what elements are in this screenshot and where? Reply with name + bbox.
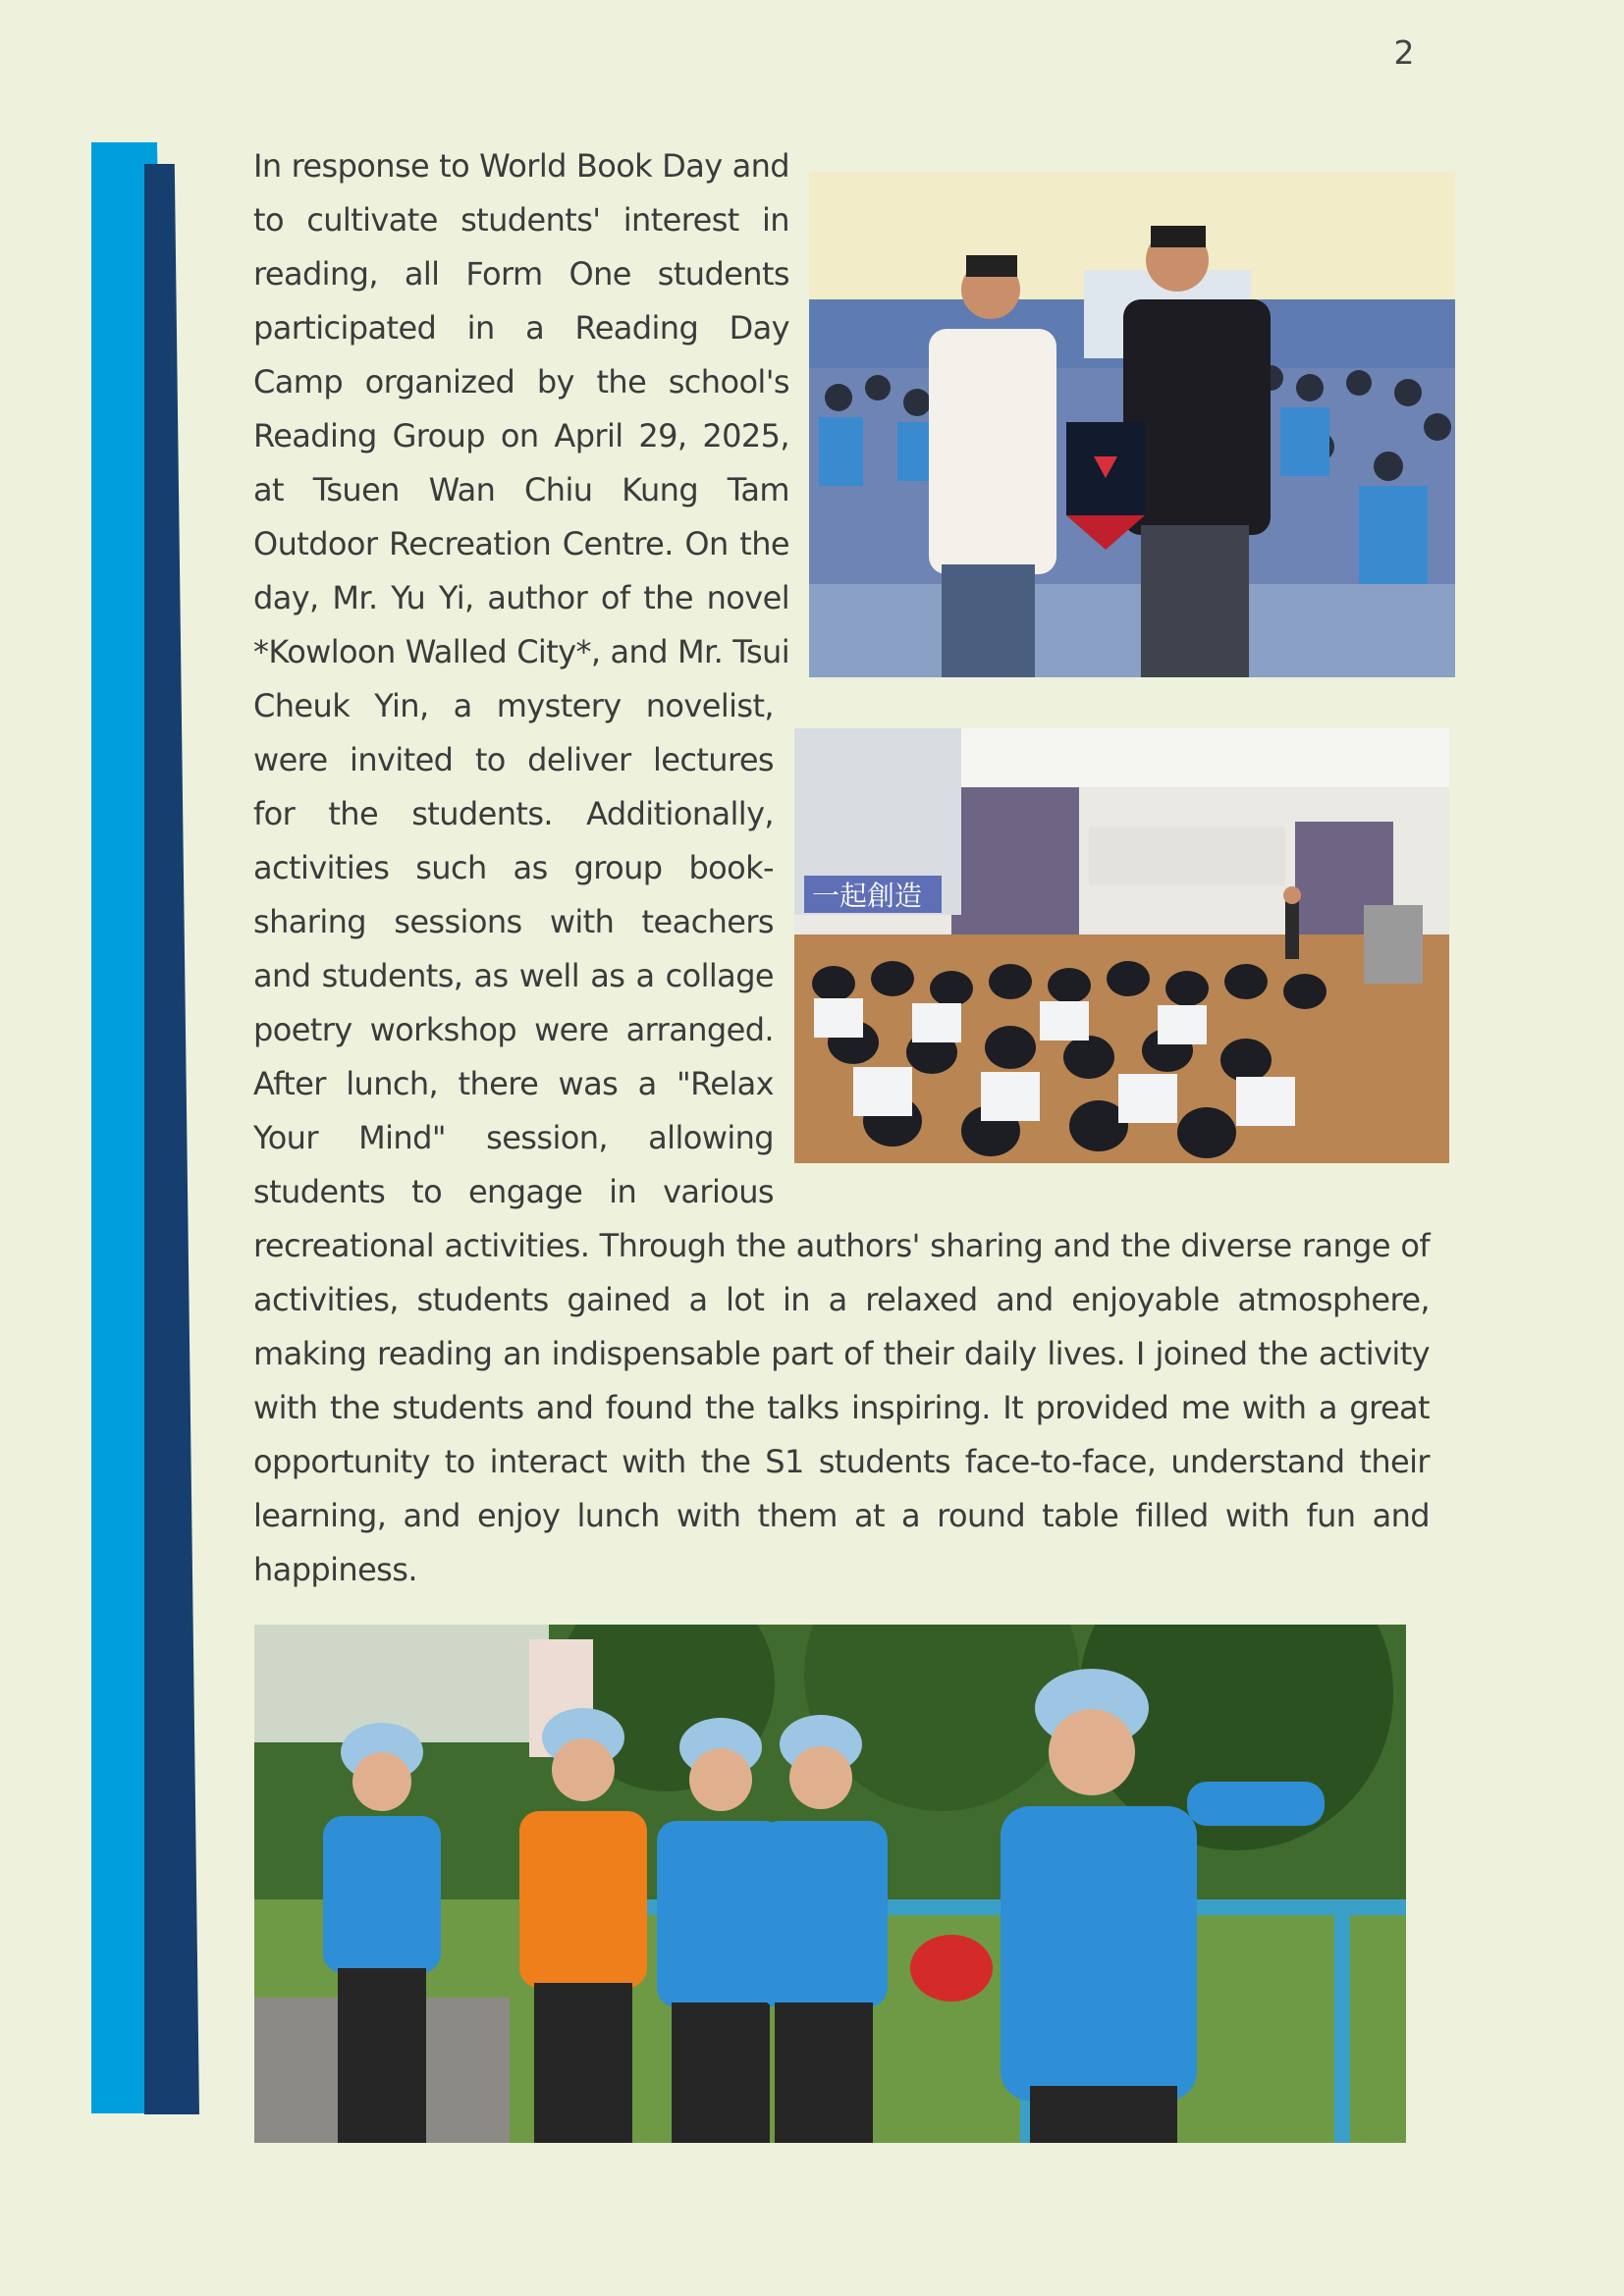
photo-2-text-wrap xyxy=(774,689,1430,1166)
decorative-bar-dark-blue xyxy=(144,164,199,2114)
article-body-container xyxy=(253,139,1430,1597)
page-number: 2 xyxy=(1393,33,1415,72)
photo-1-text-wrap xyxy=(789,139,1430,689)
article-body-text: In response to World Book Day and to cultivate students' interest in reading, all Form One students participated in a Reading Day Camp organized by the school's Reading Group on April 29, 2025, at Tsuen Wan Chiu Kung Tam Outdoor Recreation Centre. On the day, Mr. Yu Yi, author of the novel *Kowloon Walled City*, and Mr. Tsui Cheuk Yin, a mystery novelist, were invited to deliver lectures for the students. Additionally, activities such as group book-sharing sessions with teachers and students, as well as a collage poetry workshop were arranged. After lunch, there was a "Relax Your Mind" session, allowing students to engage in various recreational activities. Through the authors' sharing and the diverse range of activities, students gained a lot in a relaxed and enjoyable atmosphere, making reading an indispensable part of their daily lives. I joined the activity with the students and found the talks inspiring. It provided me with a great opportunity to interact with the S1 students face-to-face, understand their learning, and enjoy lunch with them at a round table filled with fun and happiness. xyxy=(253,147,1430,1588)
banner-text: 一起創造 xyxy=(812,880,923,912)
photo-students-climbing-gear xyxy=(254,1625,1406,2143)
